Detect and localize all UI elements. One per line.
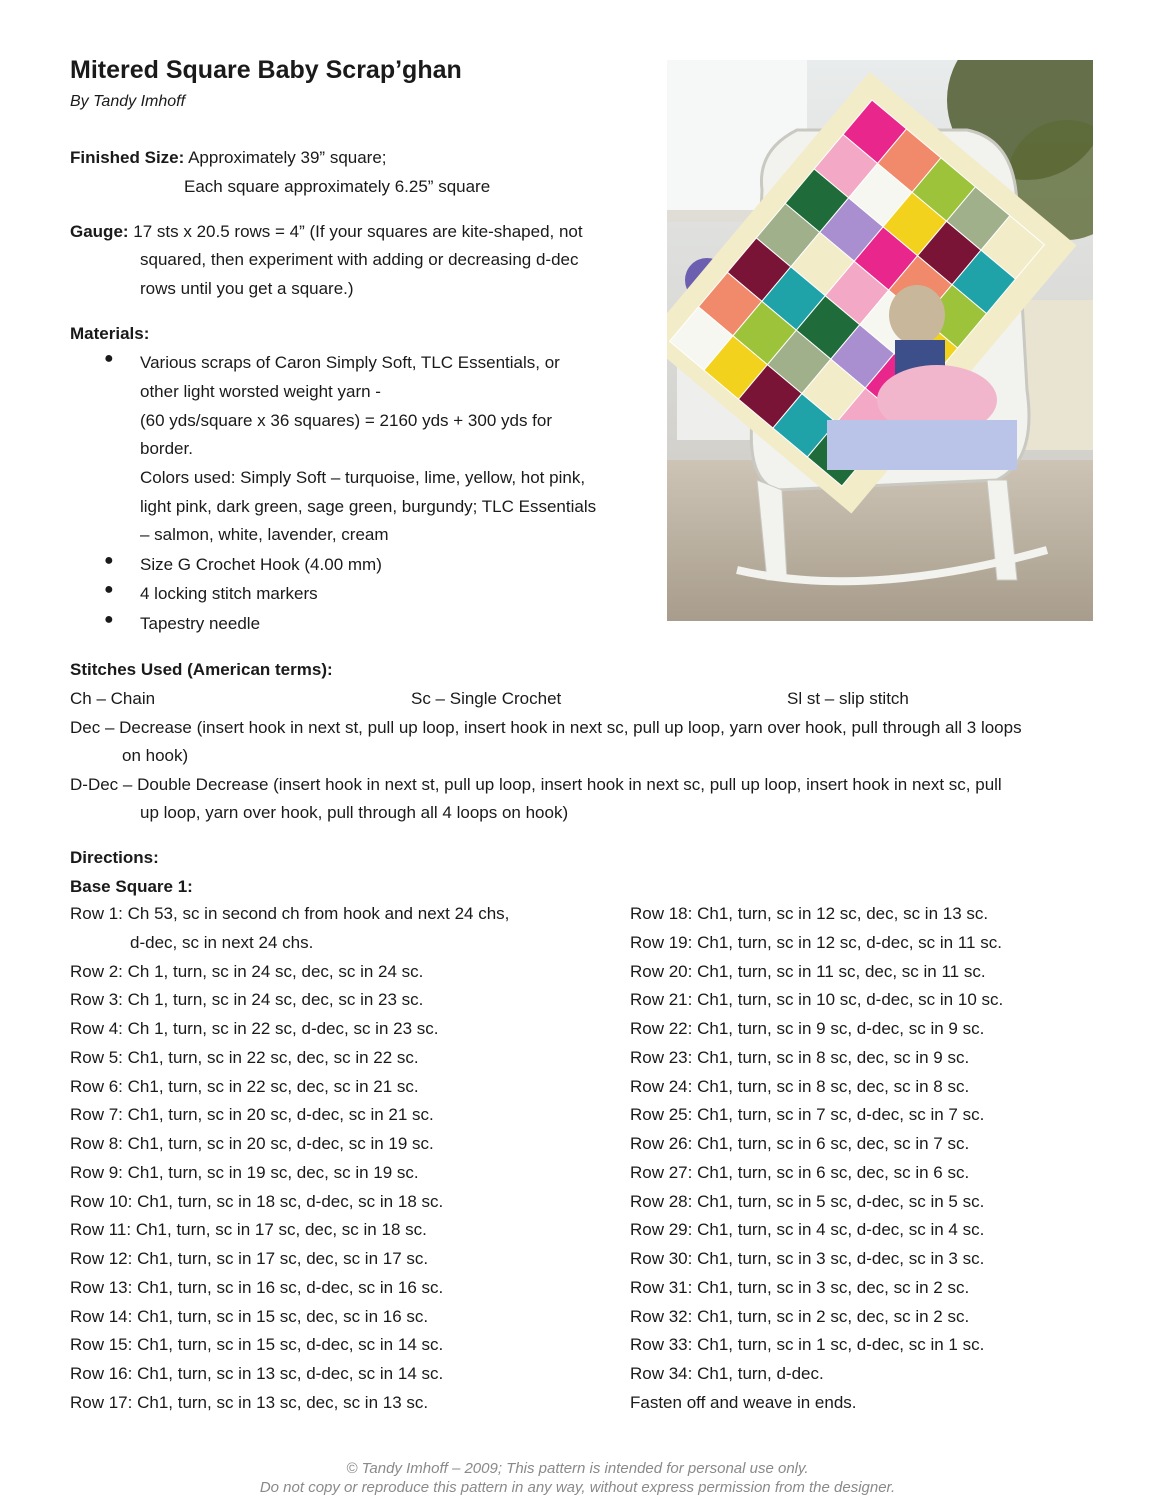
direction-row: Row 30: Ch1, turn, sc in 3 sc, d-dec, sc in 3 sc. (630, 1249, 985, 1268)
stitch-ddec-line1: D-Dec – Double Decrease (insert hook in next st, pull up loop, insert hook in next sc, pull up loop, insert hook in next sc, pull (70, 775, 1002, 794)
stitch-dec-line2: on hook) (122, 746, 189, 765)
direction-row: Row 1: Ch 53, sc in second ch from hook and next 24 chs, (70, 904, 510, 923)
copyright-line1: © Tandy Imhoff – 2009; This pattern is intended for personal use only. (346, 1460, 809, 1477)
finished-size-value: Approximately 39” square; (188, 148, 387, 167)
direction-row: Row 12: Ch1, turn, sc in 17 sc, dec, sc in 17 sc. (70, 1249, 429, 1268)
direction-row: Row 11: Ch1, turn, sc in 17 sc, dec, sc in 18 sc. (70, 1220, 427, 1240)
direction-row: d-dec, sc in next 24 chs. (130, 932, 314, 952)
finished-size-line2: Each square approximately 6.25” square (184, 177, 491, 196)
byline: By Tandy Imhoff (70, 93, 186, 110)
direction-row: Row 19: Ch1, turn, sc in 12 sc, d-dec, sc in 11 sc. (630, 932, 1002, 952)
directions-heading: Directions: (70, 848, 159, 867)
direction-row: Row 18: Ch1, turn, sc in 12 sc, dec, sc in 13 sc. (630, 904, 989, 923)
material-item1-line2: other light worsted weight yarn - (140, 382, 381, 401)
teddy-bear (889, 285, 945, 345)
direction-row: Row 29: Ch1, turn, sc in 4 sc, d-dec, sc in 4 sc. (630, 1220, 985, 1240)
copyright-line2: Do not copy or reproduce this pattern in any way, without express permission from the designer. (259, 1479, 896, 1496)
direction-row: Row 3: Ch 1, turn, sc in 24 sc, dec, sc in 23 sc. (70, 990, 424, 1010)
direction-row: Row 10: Ch1, turn, sc in 18 sc, d-dec, sc in 18 sc. (70, 1191, 444, 1211)
direction-row: Row 4: Ch 1, turn, sc in 22 sc, d-dec, sc in 23 sc. (70, 1019, 439, 1038)
direction-row: Row 14: Ch1, turn, sc in 15 sc, dec, sc in 16 sc. (70, 1306, 429, 1326)
material-item2: Size G Crochet Hook (4.00 mm) (140, 555, 382, 574)
direction-row: Row 9: Ch1, turn, sc in 19 sc, dec, sc in 19 sc. (70, 1162, 419, 1182)
material-item1-line1: Various scraps of Caron Simply Soft, TLC Essentials, or (140, 353, 560, 372)
rows-right-column (630, 900, 1003, 1418)
direction-row: Row 6: Ch1, turn, sc in 22 sc, dec, sc in 21 sc. (70, 1076, 419, 1096)
material-item1-line3: (60 yds/square x 36 squares) = 2160 yds + 300 yds for (140, 411, 553, 430)
material-item1-line6: light pink, dark green, sage green, burgundy; TLC Essentials (140, 497, 597, 516)
direction-row: Row 7: Ch1, turn, sc in 20 sc, d-dec, sc in 21 sc. (70, 1105, 434, 1125)
page-title: Mitered Square Baby Scrap’ghan (70, 56, 462, 84)
material-item3: 4 locking stitch markers (140, 584, 318, 603)
materials-heading: Materials: (70, 324, 150, 343)
seat-cushion (827, 420, 1017, 470)
direction-row: Row 24: Ch1, turn, sc in 8 sc, dec, sc in 8 sc. (630, 1076, 970, 1096)
stitch-slip: Sl st – slip stitch (787, 689, 909, 708)
gauge-value: 17 sts x 20.5 rows = 4” (If your squares are kite-shaped, not (133, 222, 583, 241)
gauge-label: Gauge: (70, 222, 129, 241)
direction-row: Row 5: Ch1, turn, sc in 22 sc, dec, sc in 22 sc. (70, 1047, 419, 1067)
material-item1-line4: border. (140, 439, 193, 458)
direction-row: Row 2: Ch 1, turn, sc in 24 sc, dec, sc in 24 sc. (70, 961, 424, 981)
gauge-line1 (70, 217, 583, 246)
direction-row: Row 26: Ch1, turn, sc in 6 sc, dec, sc in 7 sc. (630, 1134, 970, 1153)
direction-row: Row 33: Ch1, turn, sc in 1 sc, d-dec, sc in 1 sc. (630, 1335, 985, 1355)
direction-row: Row 15: Ch1, turn, sc in 15 sc, d-dec, sc in 14 sc. (70, 1335, 444, 1355)
rocking-chair-photo (667, 60, 1093, 621)
direction-row: Row 25: Ch1, turn, sc in 7 sc, d-dec, sc in 7 sc. (630, 1105, 985, 1125)
direction-row: Row 22: Ch1, turn, sc in 9 sc, d-dec, sc in 9 sc. (630, 1019, 985, 1038)
direction-row: Row 20: Ch1, turn, sc in 11 sc, dec, sc in 11 sc. (630, 961, 986, 981)
direction-row: Row 32: Ch1, turn, sc in 2 sc, dec, sc in 2 sc. (630, 1306, 970, 1326)
bullet-icon: ● (104, 552, 114, 569)
base-square-heading: Base Square 1: (70, 877, 193, 896)
stitch-ddec-line2: up loop, yarn over hook, pull through all 4 loops on hook) (140, 803, 569, 822)
material-item4: Tapestry needle (140, 614, 261, 633)
direction-row: Fasten off and weave in ends. (630, 1392, 857, 1412)
bullet-icon: ● (104, 581, 114, 598)
bullet-icon: ● (104, 611, 114, 628)
bullet-icon: ● (104, 350, 114, 367)
stitch-single-crochet: Sc – Single Crochet (411, 689, 562, 708)
direction-row: Row 13: Ch1, turn, sc in 16 sc, d-dec, sc in 16 sc. (70, 1277, 444, 1297)
stitch-dec-line1: Dec – Decrease (insert hook in next st, pull up loop, insert hook in next sc, pull up loop, yarn over hook, pull through all 3 loops (70, 718, 1022, 737)
direction-row: Row 31: Ch1, turn, sc in 3 sc, dec, sc in 2 sc. (630, 1277, 970, 1297)
rows-left-column (70, 900, 509, 1418)
photo-illustration (667, 60, 1093, 621)
gauge-line2: squared, then experiment with adding or decreasing d-dec (140, 250, 579, 269)
gauge-line3: rows until you get a square.) (140, 279, 354, 298)
material-item1-line5: Colors used: Simply Soft – turquoise, lime, yellow, hot pink, (140, 468, 586, 487)
direction-row: Row 17: Ch1, turn, sc in 13 sc, dec, sc in 13 sc. (70, 1392, 429, 1412)
finished-size-line1 (70, 143, 387, 172)
direction-row: Row 16: Ch1, turn, sc in 13 sc, d-dec, sc in 14 sc. (70, 1364, 444, 1383)
finished-size-label: Finished Size: (70, 148, 185, 167)
direction-row: Row 23: Ch1, turn, sc in 8 sc, dec, sc in 9 sc. (630, 1047, 970, 1067)
direction-row: Row 21: Ch1, turn, sc in 10 sc, d-dec, sc in 10 sc. (630, 990, 1004, 1010)
stitches-heading: Stitches Used (American terms): (70, 660, 333, 679)
direction-row: Row 8: Ch1, turn, sc in 20 sc, d-dec, sc in 19 sc. (70, 1134, 434, 1153)
direction-row: Row 34: Ch1, turn, d-dec. (630, 1364, 824, 1383)
direction-row: Row 27: Ch1, turn, sc in 6 sc, dec, sc in 6 sc. (630, 1162, 970, 1182)
stitch-chain: Ch – Chain (70, 689, 156, 708)
direction-row: Row 28: Ch1, turn, sc in 5 sc, d-dec, sc in 5 sc. (630, 1191, 985, 1211)
material-item1-line7: – salmon, white, lavender, cream (140, 525, 389, 544)
